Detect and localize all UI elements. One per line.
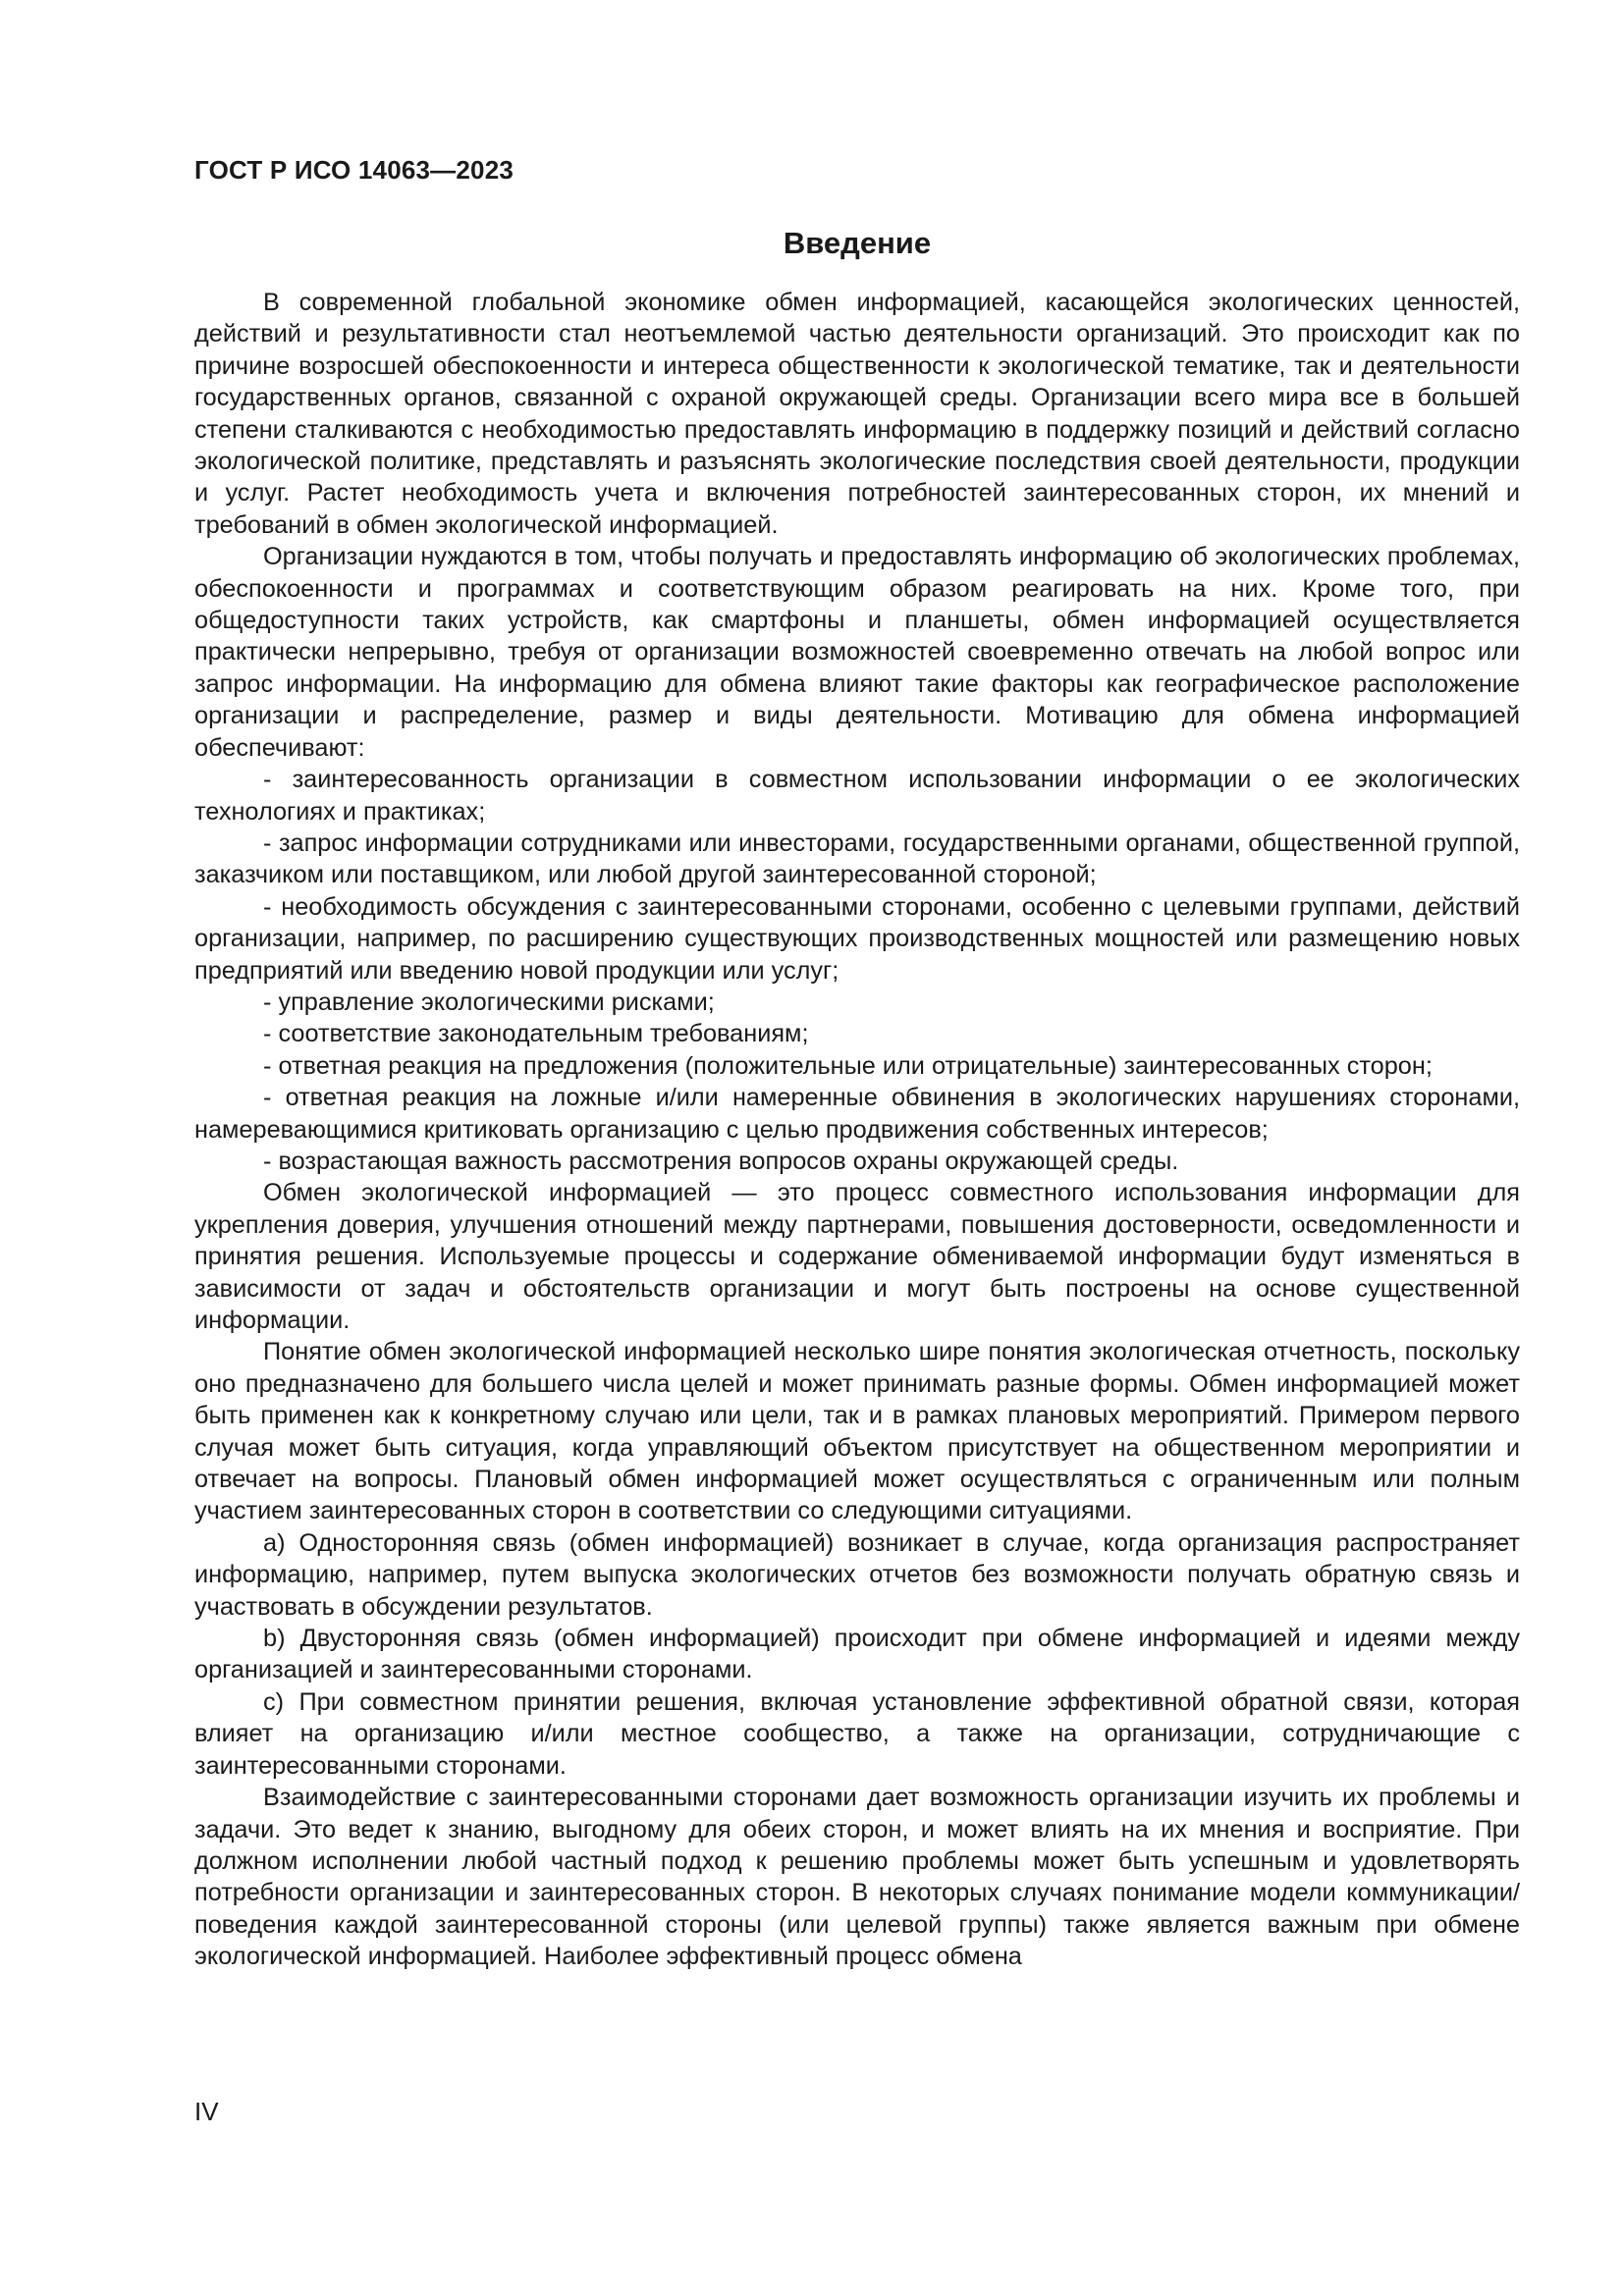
enumerated-item: a) Односторонняя связь (обмен информацией) возникает в случае, когда организация распространяет информацию, например, путем выпуска экологических отчетов без возможности получать обратную связь и участвовать в обсуждении результатов. [194,1528,1520,1621]
list-item: - управление экологическими рисками; [263,988,715,1016]
page-number: IV [194,2097,219,2126]
paragraph: Организации нуждаются в том, чтобы получать и предоставлять информацию об экологических проблемах, обеспокоенности и программах и соответствующим образом реагировать на них. Кроме того, при общедоступности таких устройств, как смартфоны и планшеты, обмен информацией осуществляется практически непрерывно, требуя от организации возможностей своевременно отвечать на любой вопрос или запрос информации. На информацию для обмена влияют такие факторы как географическое расположение организации и распределение, размер и виды деятельности. Мотивацию для обмена информацией обеспечивают: [194,543,1520,762]
section-title: Введение [783,226,932,260]
list-item: - необходимость обсуждения с заинтересованными сторонами, особенно с целевыми группами, действий организации, например, по расширению существующих производственных мощностей или размещению новых предприятий или введению новой продукции или услуг; [194,892,1520,985]
list-item: - возрастающая важность рассмотрения вопросов охраны окружающей среды. [263,1147,1179,1175]
list-item: - соответствие законодательным требованиям; [263,1020,809,1048]
enumerated-item: b) Двусторонняя связь (обмен информацией) происходит при обмене информацией и идеями между организацией и заинтересованными сторонами. [194,1625,1520,1684]
body-text [194,287,1520,1973]
paragraph: Понятие обмен экологической информацией несколько шире понятия экологическая отчетность, поскольку оно предназначено для большего числа целей и может принимать разные формы. Обмен информацией может быть применен как к конкретному случаю или цели, так и в рамках плановых мероприятий. Примером первого случая может быть ситуация, когда управляющий объектом присутствует на общественном мероприятии и отвечает на вопросы. Плановый обмен информацией может осуществляться с ограниченным или полным участием заинтересованных сторон в соответствии со следующими ситуациями. [194,1338,1520,1525]
list-item: - ответная реакция на предложения (положительные или отрицательные) заинтересованных сторон; [263,1051,1433,1080]
paragraph: Обмен экологической информацией — это процесс совместного использования информации для укрепления доверия, улучшения отношений между партнерами, повышения достоверности, осведомленности и принятия решения. Используемые процессы и содержание обмениваемой информации будут изменяться в зависимости от задач и обстоятельств организации и могут быть построены на основе существенной информации. [194,1179,1520,1334]
list-item: - ответная реакция на ложные и/или намеренные обвинения в экологических нарушениях сторонами, намеревающимися критиковать организацию с целью продвижения собственных интересов; [194,1084,1520,1144]
paragraph: Взаимодействие с заинтересованными сторонами дает возможность организации изучить их проблемы и задачи. Это ведет к знанию, выгодному для обеих сторон, и может влиять на их мнения и восприятие. При должном исполнении любой частный подход к решению проблемы может быть успешным и удовлетворять потребности организации и заинтересованных сторон. В некоторых случаях понимание модели коммуникации/поведения каждой заинтересованной стороны (или целевой группы) также является важным при обмене экологической информацией. Наиболее эффективный процесс обмена [194,1784,1520,1971]
paragraph: В современной глобальной экономике обмен информацией, касающейся экологических ценностей, действий и результативности стал неотъемлемой частью деятельности организаций. Это происходит как по причине возросшей обеспокоенности и интереса общественности к экологической тематике, так и деятельности государственных органов, связанной с охраной окружающей среды. Организации всего мира все в большей степени сталкиваются с необходимостью предоставлять информацию в поддержку позиций и действий согласно экологической политике, представлять и разъяснять экологические последствия своей деятельности, продукции и услуг. Растет необходимость учета и включения потребностей заинтересованных сторон, их мнений и требований в обмен экологической информацией. [194,289,1520,539]
list-item: - запрос информации сотрудниками или инвесторами, государственными органами, общественной группой, заказчиком или поставщиком, или любой другой заинтересованной стороной; [194,828,1520,889]
list-item: - заинтересованность организации в совместном использовании информации о ее экологических технологиях и практиках; [194,766,1520,826]
standard-code-header: ГОСТ Р ИСО 14063—2023 [194,155,514,185]
enumerated-item: c) При совместном принятии решения, включая установление эффективной обратной связи, которая влияет на организацию и/или местное сообщество, а также на организации, сотрудничающие с заинтересованными сторонами. [194,1687,1520,1780]
